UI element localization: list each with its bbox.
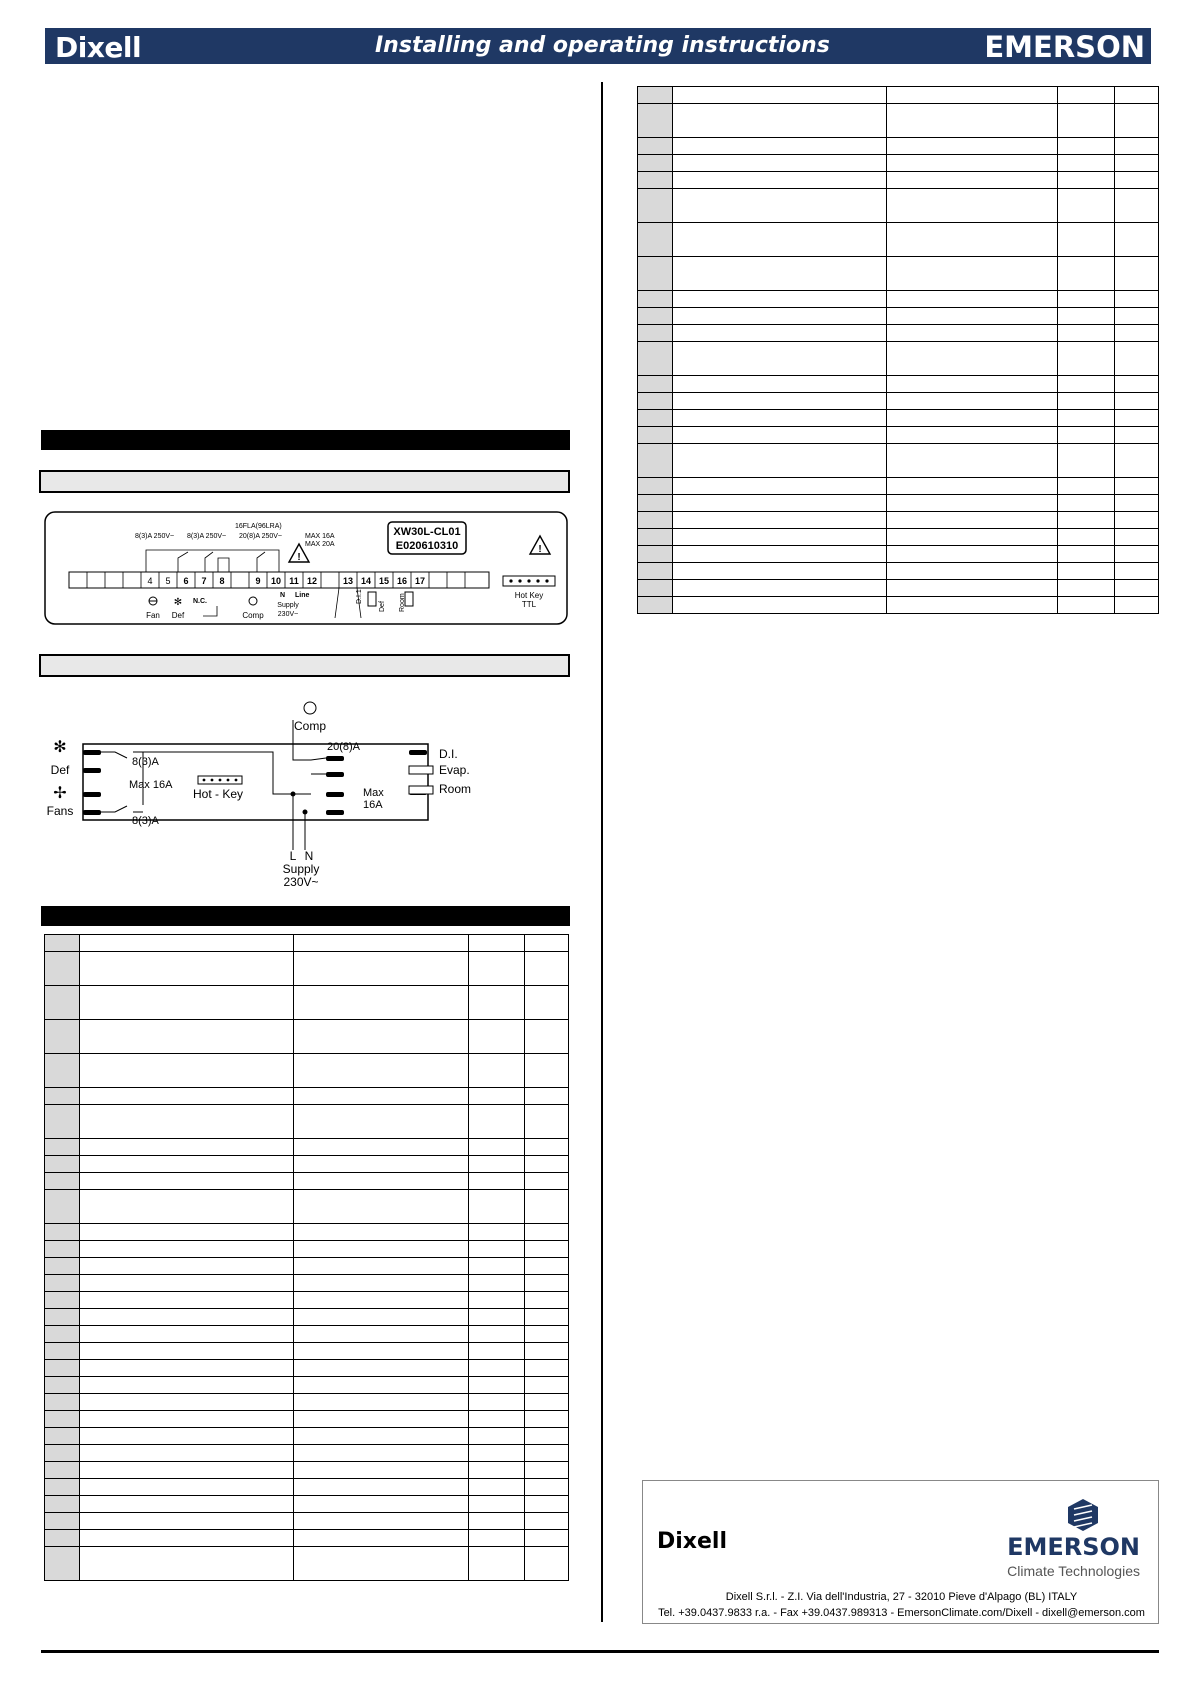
table-row bbox=[45, 1156, 569, 1173]
terminal-8: 8 bbox=[219, 576, 225, 586]
table-row bbox=[45, 986, 569, 1020]
fan-icon bbox=[53, 785, 66, 802]
table-row bbox=[45, 1105, 569, 1139]
rating-fan: 8(3)A 250V~ bbox=[135, 533, 175, 540]
terminal-7: 7 bbox=[201, 576, 207, 586]
table-row bbox=[45, 1088, 569, 1105]
svg-text:✻: ✻ bbox=[53, 739, 67, 756]
table-row bbox=[638, 512, 1159, 529]
parameter-table-right bbox=[637, 86, 1159, 614]
defrost-icon bbox=[53, 739, 66, 756]
table-row bbox=[45, 1173, 569, 1190]
def-label: Def bbox=[171, 611, 185, 620]
compressor-icon bbox=[304, 702, 316, 714]
parameters-section-bar bbox=[41, 906, 570, 926]
terminal-5: 5 bbox=[165, 576, 171, 586]
model-label: XW30L-CL01 bbox=[393, 526, 461, 538]
table-row bbox=[638, 189, 1159, 223]
table-row bbox=[638, 393, 1159, 410]
terminal-14: 14 bbox=[360, 576, 372, 586]
table-row bbox=[638, 495, 1159, 512]
terminal-15: 15 bbox=[378, 576, 390, 586]
terminal-17: 17 bbox=[414, 576, 426, 586]
company-info-box bbox=[642, 1480, 1159, 1624]
table-row bbox=[638, 308, 1159, 325]
terminal-4: 4 bbox=[147, 576, 153, 586]
max16a-label: Max 16A bbox=[129, 779, 173, 791]
terminal-diagram bbox=[43, 508, 571, 628]
l-label: L bbox=[289, 849, 297, 863]
supply-label: Supply bbox=[277, 602, 299, 609]
defrost-icon bbox=[174, 597, 182, 608]
fans-label: Fans bbox=[46, 804, 74, 818]
table-row bbox=[638, 529, 1159, 546]
dixell-logo: Dixell bbox=[657, 1529, 727, 1554]
table-row bbox=[45, 1547, 569, 1581]
model-code: E020610310 bbox=[395, 540, 459, 552]
table-row bbox=[45, 1377, 569, 1394]
table-row bbox=[638, 563, 1159, 580]
def-label: Def bbox=[50, 763, 70, 777]
di-label: D.I. bbox=[439, 747, 458, 761]
rating-def: 8(3)A 250V~ bbox=[187, 533, 227, 540]
terminal-9: 9 bbox=[255, 576, 261, 586]
table-row bbox=[638, 325, 1159, 342]
table-row bbox=[638, 138, 1159, 155]
table-header-row bbox=[638, 87, 1159, 104]
emerson-logo: EMERSON bbox=[1007, 1533, 1140, 1561]
parameter-table-left bbox=[44, 934, 569, 1581]
comp-label: Comp bbox=[242, 611, 264, 620]
n-label: N bbox=[304, 849, 314, 863]
rating-comp: 20(8)A 250V~ bbox=[239, 533, 283, 540]
table-row bbox=[45, 1190, 569, 1224]
comp-label: Comp bbox=[293, 719, 327, 733]
header-banner bbox=[45, 28, 1151, 64]
room-label: Room bbox=[439, 782, 472, 796]
schematic-subsection-bar bbox=[39, 654, 570, 677]
table-row bbox=[45, 1479, 569, 1496]
emerson-logo: EMERSON bbox=[984, 30, 1145, 64]
table-row bbox=[45, 1326, 569, 1343]
table-row bbox=[45, 1275, 569, 1292]
svg-text:!: ! bbox=[297, 552, 301, 563]
def-probe-label: Def bbox=[379, 601, 386, 612]
hotkey-label: Hot - Key bbox=[193, 787, 244, 801]
table-row bbox=[45, 1360, 569, 1377]
terminal-10: 10 bbox=[270, 576, 282, 586]
table-row bbox=[45, 1139, 569, 1156]
voltage-label: 230V~ bbox=[277, 611, 299, 618]
table-row bbox=[45, 1309, 569, 1326]
table-row bbox=[638, 427, 1159, 444]
svg-text:✢: ✢ bbox=[53, 785, 67, 802]
di1-label: D.I.1 bbox=[356, 589, 363, 604]
table-row bbox=[45, 1530, 569, 1547]
table-row bbox=[638, 291, 1159, 308]
table-row bbox=[45, 1258, 569, 1275]
table-row bbox=[45, 1513, 569, 1530]
svg-text:✻: ✻ bbox=[173, 597, 183, 608]
table-row bbox=[45, 1020, 569, 1054]
table-row bbox=[638, 104, 1159, 138]
table-row bbox=[45, 1445, 569, 1462]
table-row bbox=[45, 1224, 569, 1241]
table-row bbox=[45, 1394, 569, 1411]
terminal-6: 6 bbox=[183, 576, 189, 586]
document-title: Installing and operating instructions bbox=[375, 33, 830, 58]
footer-rule bbox=[41, 1650, 1159, 1653]
max-16a: MAX 16A bbox=[305, 533, 335, 540]
table-row bbox=[638, 376, 1159, 393]
table-row bbox=[638, 478, 1159, 495]
room-probe-label: Room bbox=[399, 593, 406, 612]
emerson-emblem-icon bbox=[1068, 1499, 1098, 1531]
table-row bbox=[638, 546, 1159, 563]
max-label: Max bbox=[363, 787, 384, 799]
max-20a: MAX 20A bbox=[305, 541, 335, 548]
table-row bbox=[45, 1411, 569, 1428]
table-row bbox=[638, 342, 1159, 376]
table-row bbox=[638, 257, 1159, 291]
table-row bbox=[45, 952, 569, 986]
table-header-row bbox=[45, 935, 569, 952]
svg-text:!: ! bbox=[538, 544, 542, 555]
terminal-11: 11 bbox=[289, 576, 299, 586]
relay-def-rating: 8(3)A bbox=[132, 756, 159, 768]
terminal-13: 13 bbox=[342, 576, 354, 586]
table-row bbox=[45, 1496, 569, 1513]
wiring-schematic bbox=[43, 690, 513, 890]
connections-section-bar bbox=[41, 430, 570, 450]
relay-comp-rating: 20(8)A bbox=[327, 741, 361, 753]
table-row bbox=[45, 1428, 569, 1445]
line-label: Line bbox=[295, 592, 310, 599]
ttl-label: TTL bbox=[521, 600, 537, 609]
terminal-subsection-bar bbox=[39, 470, 570, 493]
nc-label: N.C. bbox=[193, 598, 207, 605]
dixell-logo: Dixell bbox=[55, 31, 142, 64]
n-label: N bbox=[280, 592, 286, 599]
table-row bbox=[638, 223, 1159, 257]
voltage-label: 230V~ bbox=[283, 875, 319, 889]
evap-label: Evap. bbox=[439, 763, 470, 777]
fan-label: Fan bbox=[146, 611, 160, 620]
table-row bbox=[45, 1241, 569, 1258]
terminal-16: 16 bbox=[396, 576, 408, 586]
emerson-tagline: Climate Technologies bbox=[1007, 1563, 1140, 1579]
supply-label: Supply bbox=[282, 862, 320, 876]
company-address: Dixell S.r.l. - Z.I. Via dell'Industria, 27 - 32010 Pieve d'Alpago (BL) ITALY bbox=[725, 1591, 1078, 1603]
column-separator bbox=[601, 82, 603, 1622]
table-row bbox=[45, 1054, 569, 1088]
table-row bbox=[45, 1292, 569, 1309]
table-row bbox=[638, 155, 1159, 172]
company-contacts: Tel. +39.0437.9833 r.a. - Fax +39.0437.989313 - EmersonClimate.com/Dixell - dixell@emerson.com bbox=[658, 1607, 1145, 1619]
hotkey-label: Hot Key bbox=[514, 591, 544, 600]
table-row bbox=[45, 1343, 569, 1360]
table-row bbox=[45, 1462, 569, 1479]
table-row bbox=[638, 410, 1159, 427]
relay-fans-rating: 8(3)A bbox=[132, 815, 159, 827]
rating-comp-fla: 16FLA(96LRA) bbox=[235, 523, 282, 530]
table-row bbox=[638, 597, 1159, 614]
table-row bbox=[638, 580, 1159, 597]
table-row bbox=[638, 172, 1159, 189]
max-value-label: 16A bbox=[363, 799, 383, 811]
terminal-12: 12 bbox=[306, 576, 318, 586]
table-row bbox=[638, 444, 1159, 478]
